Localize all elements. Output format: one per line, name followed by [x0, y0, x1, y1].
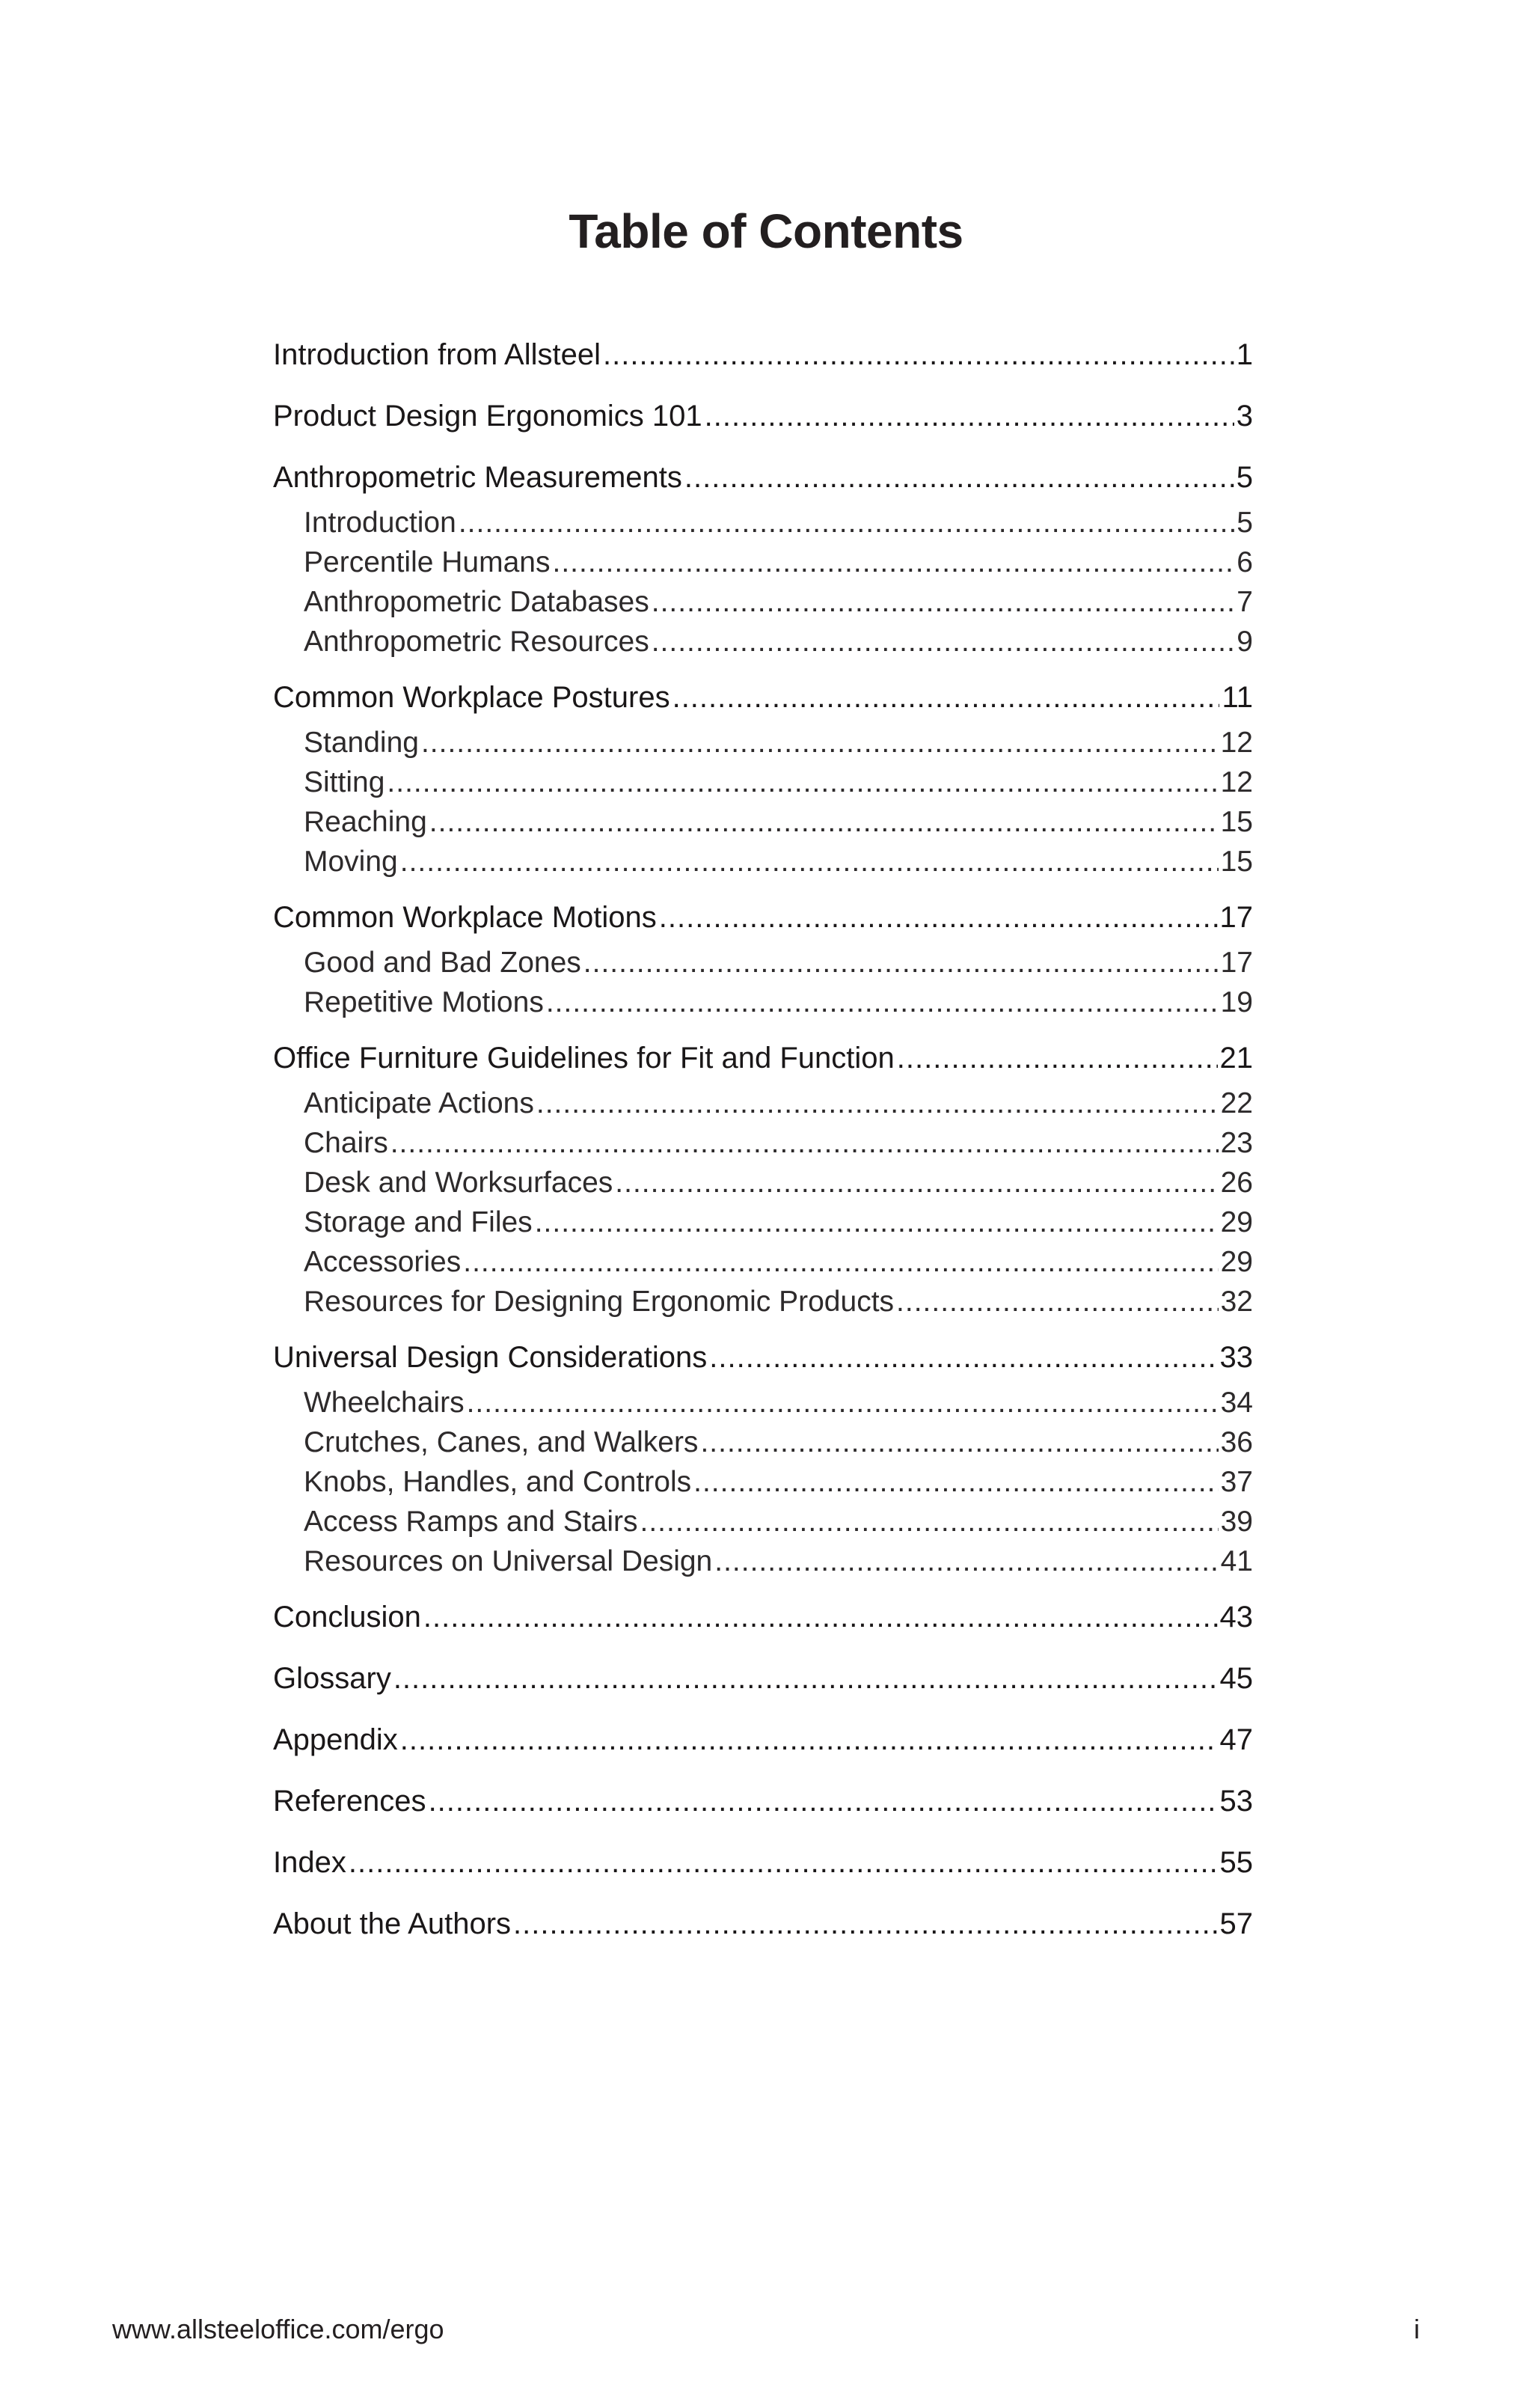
toc-subsection-entry[interactable]: [273, 622, 1253, 661]
toc-section-entry[interactable]: [273, 892, 1253, 943]
toc-entry-title: About the Authors: [273, 1907, 512, 1940]
dot-leader: [429, 1776, 1218, 1827]
dot-leader: [536, 1084, 1219, 1123]
toc-section-entry[interactable]: [273, 1332, 1253, 1383]
toc-subsection-entry[interactable]: [273, 723, 1253, 763]
toc-entry-title: Anthropometric Resources: [304, 626, 649, 658]
toc-section-group: [273, 1592, 1253, 1642]
toc-subsection-entry[interactable]: [273, 983, 1253, 1022]
toc-section-group: [273, 1033, 1253, 1321]
toc-entry-title: Product Design Ergonomics 101: [273, 400, 702, 433]
toc-entry-page-number: 47: [1219, 1723, 1253, 1756]
toc-section-group: [273, 1653, 1253, 1704]
toc-subsection-entry[interactable]: [273, 1502, 1253, 1541]
toc-entry-title: Wheelchairs: [304, 1387, 465, 1419]
dot-leader: [463, 1242, 1218, 1282]
toc-entry-title: Introduction from Allsteel: [273, 338, 601, 371]
toc-entry-title: Good and Bad Zones: [304, 947, 581, 979]
toc-entry-page-number: 12: [1220, 766, 1253, 798]
toc-entry-title: Desk and Worksurfaces: [304, 1167, 613, 1199]
toc-subsection-entry[interactable]: [273, 1084, 1253, 1123]
toc-entry-page-number: 29: [1220, 1246, 1253, 1278]
dot-leader: [349, 1837, 1218, 1888]
toc-entry-title: Sitting: [304, 766, 385, 798]
dot-leader: [546, 983, 1219, 1022]
toc-entry-title: Common Workplace Motions: [273, 901, 657, 934]
toc-entry-title: Knobs, Handles, and Controls: [304, 1466, 692, 1498]
toc-subsection-entry[interactable]: [273, 1462, 1253, 1502]
dot-leader: [535, 1203, 1219, 1242]
toc-subsection-entry[interactable]: [273, 582, 1253, 622]
toc-section-entry[interactable]: [273, 1714, 1253, 1765]
toc-entry-page-number: 45: [1219, 1662, 1253, 1695]
dot-leader: [709, 1332, 1217, 1383]
toc-entry-page-number: 12: [1220, 727, 1253, 759]
toc-entry-page-number: 41: [1220, 1545, 1253, 1577]
toc-entry-title: Anthropometric Databases: [304, 586, 649, 618]
toc-entry-page-number: 34: [1220, 1387, 1253, 1419]
toc-section-entry[interactable]: [273, 1653, 1253, 1704]
dot-leader: [652, 622, 1235, 661]
toc-entry-page-number: 29: [1220, 1206, 1253, 1238]
toc-entry-title: Universal Design Considerations: [273, 1341, 708, 1374]
toc-subsection-entry[interactable]: [273, 763, 1253, 802]
dot-leader: [693, 1462, 1218, 1502]
toc-entry-title: Percentile Humans: [304, 546, 551, 578]
toc-entry-title: Accessories: [304, 1246, 462, 1278]
dot-leader: [387, 763, 1218, 802]
toc-entry-page-number: 1: [1236, 338, 1253, 371]
toc-entry-title: References: [273, 1785, 426, 1818]
toc-entry-page-number: 55: [1219, 1846, 1253, 1879]
toc-entry-title: Chairs: [304, 1127, 388, 1159]
dot-leader: [467, 1383, 1219, 1423]
toc-entry-title: Introduction: [304, 507, 456, 539]
dot-leader: [714, 1541, 1218, 1581]
dot-leader: [672, 672, 1220, 723]
toc-section-group: [273, 1837, 1253, 1888]
toc-section-group: [273, 1714, 1253, 1765]
toc-entry-title: Standing: [304, 727, 419, 759]
toc-entry-title: Moving: [304, 846, 398, 878]
dot-leader: [459, 503, 1234, 543]
dot-leader: [429, 802, 1219, 842]
toc-section-entry[interactable]: [273, 391, 1253, 441]
toc-entry-title: Resources for Designing Ergonomic Products: [304, 1286, 895, 1318]
toc-entry-title: Reaching: [304, 806, 427, 838]
toc-subsection-entry[interactable]: [273, 1163, 1253, 1203]
toc-entry-title: Office Furniture Guidelines for Fit and Function: [273, 1042, 895, 1075]
toc-entry-page-number: 57: [1219, 1907, 1253, 1940]
toc-entry-page-number: 7: [1237, 586, 1253, 618]
toc-entry-page-number: 15: [1220, 846, 1253, 878]
dot-leader: [705, 391, 1234, 441]
toc-entry-page-number: 11: [1222, 681, 1253, 714]
toc-entry-page-number: 17: [1220, 947, 1253, 979]
toc-subsection-entry[interactable]: [273, 1383, 1253, 1423]
dot-leader: [652, 582, 1235, 622]
page-title: Table of Contents: [569, 204, 963, 258]
toc-entry-page-number: 9: [1237, 626, 1253, 658]
toc-subsection-entry[interactable]: [273, 1541, 1253, 1581]
dot-leader: [552, 543, 1234, 582]
toc-entry-page-number: 17: [1219, 901, 1253, 934]
toc-entry-title: Repetitive Motions: [304, 986, 544, 1018]
toc-entry-title: Access Ramps and Stairs: [304, 1506, 638, 1538]
table-of-contents: [273, 329, 1253, 1960]
toc-entry-title: Conclusion: [273, 1601, 421, 1634]
toc-section-group: [273, 672, 1253, 881]
toc-section-group: [273, 391, 1253, 441]
dot-leader: [684, 452, 1234, 503]
dot-leader: [400, 1714, 1218, 1765]
toc-section-group: [273, 452, 1253, 661]
dot-leader: [423, 1592, 1218, 1642]
toc-entry-page-number: 5: [1237, 507, 1253, 539]
toc-entry-page-number: 21: [1219, 1042, 1253, 1075]
toc-section-entry[interactable]: [273, 672, 1253, 723]
toc-entry-title: Anthropometric Measurements: [273, 461, 682, 494]
toc-subsection-entry[interactable]: [273, 842, 1253, 881]
toc-subsection-entry[interactable]: [273, 1242, 1253, 1282]
dot-leader: [400, 842, 1219, 881]
toc-entry-page-number: 22: [1220, 1087, 1253, 1119]
dot-leader: [640, 1502, 1219, 1541]
toc-entry-page-number: 26: [1220, 1167, 1253, 1199]
toc-entry-page-number: 15: [1220, 806, 1253, 838]
dot-leader: [583, 943, 1219, 983]
dot-leader: [513, 1898, 1217, 1949]
toc-section-group: [273, 329, 1253, 380]
toc-section-entry[interactable]: [273, 1837, 1253, 1888]
dot-leader: [603, 329, 1234, 380]
dot-leader: [897, 1033, 1218, 1084]
toc-entry-page-number: 3: [1236, 400, 1253, 433]
toc-entry-page-number: 23: [1220, 1127, 1253, 1159]
toc-entry-title: Storage and Files: [304, 1206, 533, 1238]
toc-subsection-entry[interactable]: [273, 503, 1253, 543]
dot-leader: [390, 1123, 1219, 1163]
toc-entry-page-number: 19: [1220, 986, 1253, 1018]
toc-entry-title: Resources on Universal Design: [304, 1545, 713, 1577]
toc-subsection-entry[interactable]: [273, 1203, 1253, 1242]
dot-leader: [615, 1163, 1218, 1203]
toc-entry-page-number: 39: [1220, 1506, 1253, 1538]
footer-page-number: i: [1414, 2314, 1420, 2344]
toc-entry-page-number: 36: [1220, 1426, 1253, 1458]
toc-entry-title: Crutches, Canes, and Walkers: [304, 1426, 699, 1458]
dot-leader: [393, 1653, 1218, 1704]
toc-entry-title: Index: [273, 1846, 346, 1879]
toc-section-group: [273, 892, 1253, 1022]
toc-subsection-entry[interactable]: [273, 1423, 1253, 1462]
toc-entry-page-number: 5: [1236, 461, 1253, 494]
dot-leader: [700, 1423, 1218, 1462]
toc-section-entry[interactable]: [273, 329, 1253, 380]
dot-leader: [659, 892, 1218, 943]
toc-entry-page-number: 53: [1219, 1785, 1253, 1818]
toc-entry-title: Appendix: [273, 1723, 398, 1756]
dot-leader: [421, 723, 1219, 763]
toc-entry-page-number: 33: [1219, 1341, 1253, 1374]
toc-section-group: [273, 1332, 1253, 1581]
toc-entry-page-number: 37: [1220, 1466, 1253, 1498]
dot-leader: [896, 1282, 1219, 1321]
toc-entry-title: Anticipate Actions: [304, 1087, 534, 1119]
toc-entry-page-number: 43: [1219, 1601, 1253, 1634]
toc-section-entry[interactable]: [273, 452, 1253, 503]
toc-subsection-entry[interactable]: [273, 943, 1253, 983]
toc-entry-page-number: 6: [1237, 546, 1253, 578]
toc-subsection-entry[interactable]: [273, 802, 1253, 842]
footer-url: www.allsteeloffice.com/ergo: [112, 2314, 444, 2344]
toc-section-group: [273, 1898, 1253, 1949]
toc-section-entry[interactable]: [273, 1776, 1253, 1827]
toc-subsection-entry[interactable]: [273, 543, 1253, 582]
toc-entry-page-number: 32: [1220, 1286, 1253, 1318]
toc-entry-title: Common Workplace Postures: [273, 681, 670, 714]
toc-subsection-entry[interactable]: [273, 1282, 1253, 1321]
toc-section-entry[interactable]: [273, 1592, 1253, 1642]
toc-section-group: [273, 1776, 1253, 1827]
toc-entry-title: Glossary: [273, 1662, 391, 1695]
toc-subsection-entry[interactable]: [273, 1123, 1253, 1163]
toc-section-entry[interactable]: [273, 1033, 1253, 1084]
toc-section-entry[interactable]: [273, 1898, 1253, 1949]
